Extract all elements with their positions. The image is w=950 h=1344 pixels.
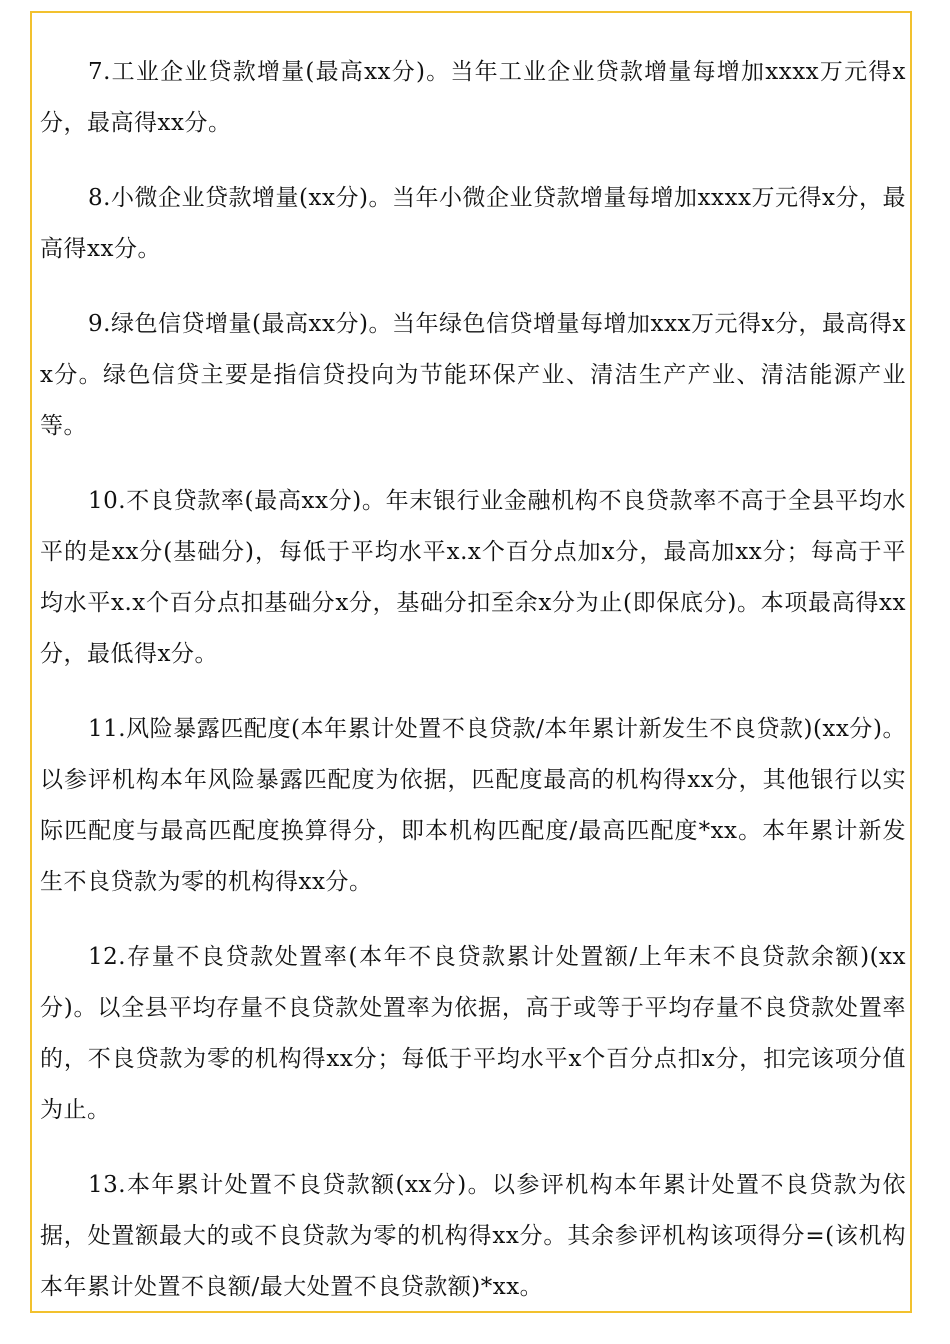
paragraph-item-12: 12.存量不良贷款处置率(本年不良贷款累计处置额/上年末不良贷款余额)(xx分)。以全县平均存量不良贷款处置率为依据，高于或等于平均存量不良贷款处置率的，不良贷款为零的机构得xx分；每低于平均水平x个百分点扣x分，扣完该项分值为止。	[40, 944, 906, 1123]
paragraph-item-7: 7.工业企业贷款增量(最高xx分)。当年工业企业贷款增量每增加xxxx万元得x分，最高得xx分。	[40, 59, 906, 136]
paragraph-item-9: 9.绿色信贷增量(最高xx分)。当年绿色信贷增量每增加xxx万元得x分，最高得xx分。绿色信贷主要是指信贷投向为节能环保产业、清洁生产产业、清洁能源产业等。	[40, 311, 906, 439]
paragraph-item-11: 11.风险暴露匹配度(本年累计处置不良贷款/本年累计新发生不良贷款)(xx分)。以参评机构本年风险暴露匹配度为依据，匹配度最高的机构得xx分，其他银行以实际匹配度与最高匹配度换算得分，即本机构匹配度/最高匹配度*xx。本年累计新发生不良贷款为零的机构得xx分。	[40, 716, 906, 895]
paragraph-item-8: 8.小微企业贷款增量(xx分)。当年小微企业贷款增量每增加xxxx万元得x分，最高得xx分。	[40, 185, 906, 262]
paragraph-item-13: 13.本年累计处置不良贷款额(xx分)。以参评机构本年累计处置不良贷款为依据，处置额最大的或不良贷款为零的机构得xx分。其余参评机构该项得分=(该机构本年累计处置不良额/最大处置不良贷款额)*xx。	[40, 1172, 906, 1300]
paragraph-item-10: 10.不良贷款率(最高xx分)。年末银行业金融机构不良贷款率不高于全县平均水平的是xx分(基础分)，每低于平均水平x.x个百分点加x分，最高加xx分；每高于平均水平x.x个百分点扣基础分x分，基础分扣至余x分为止(即保底分)。本项最高得xx分，最低得x分。	[40, 488, 906, 667]
document-body	[40, 47, 906, 1337]
